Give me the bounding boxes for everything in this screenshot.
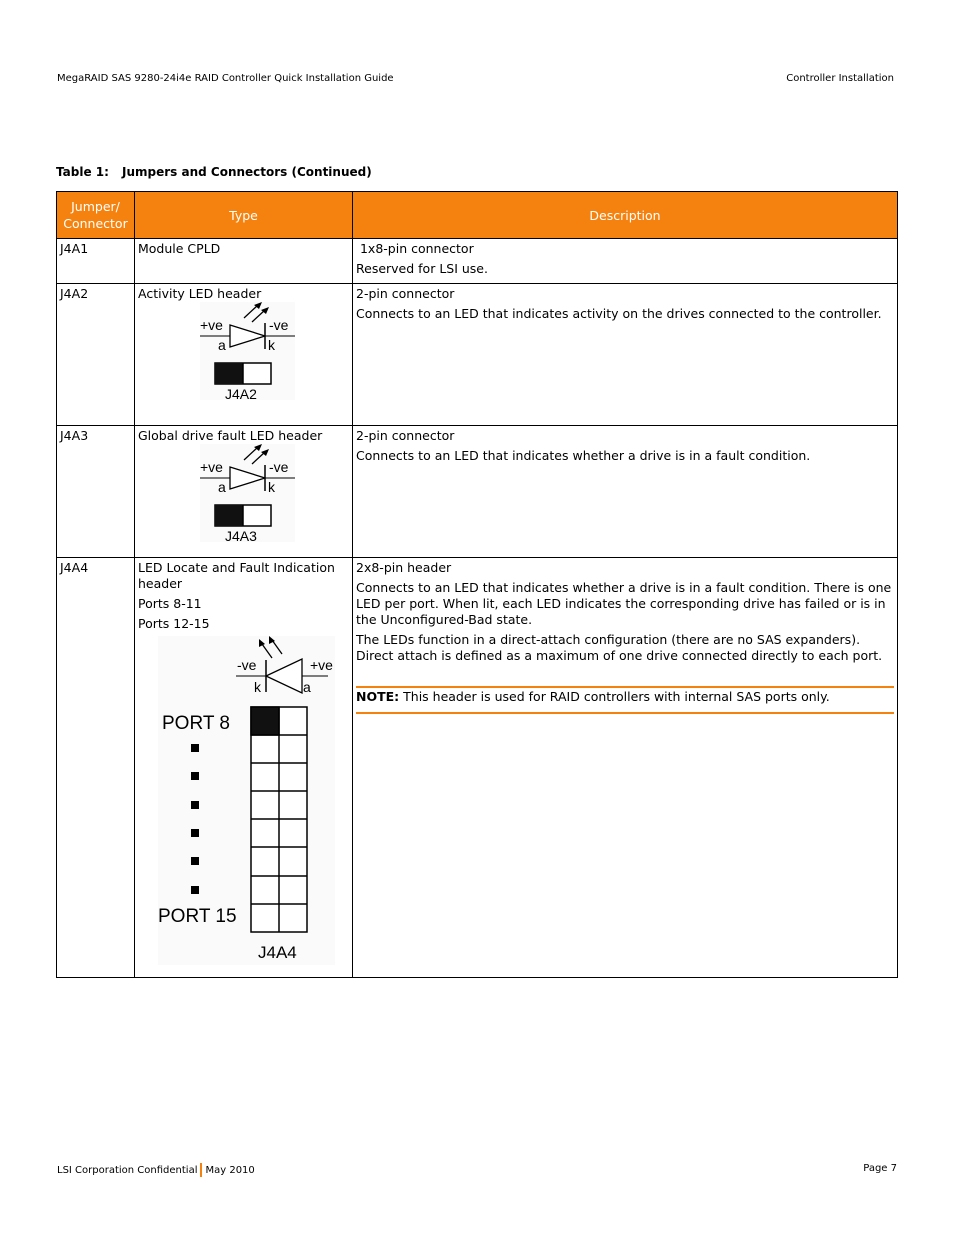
- desc-paragraph-1: Connects to an LED that indicates whether a drive is in a fault condition. There is one LED per port. When lit, each LED indicates the corresponding drive has failed or is in the Unconfigured-Bad state.: [356, 580, 892, 627]
- desc-title: 2-pin connector: [356, 428, 455, 443]
- two-pin-header-icon: [215, 363, 271, 384]
- plus-label: +ve: [200, 317, 223, 333]
- table-row: [57, 239, 898, 284]
- description-cell: [353, 426, 898, 558]
- desc-text: Connects to an LED that indicates activity on the drives connected to the controller.: [356, 306, 882, 321]
- jumper-cell: J4A3: [57, 426, 135, 558]
- header-label: J4A4: [258, 943, 297, 962]
- table-row: [57, 558, 898, 978]
- jumper-cell: J4A1: [57, 239, 135, 284]
- anode-label: a: [218, 337, 226, 353]
- led-diagram-j4a3: [138, 444, 348, 544]
- table-title: Jumpers and Connectors (Continued): [122, 165, 372, 179]
- desc-title: 2-pin connector: [356, 286, 455, 301]
- jumpers-connectors-table: [56, 191, 898, 978]
- anode-label: a: [303, 679, 311, 695]
- plus-label: +ve: [200, 459, 223, 475]
- anode-label: a: [218, 479, 226, 495]
- two-pin-header-icon: [215, 505, 271, 526]
- type-cell: Module CPLD: [135, 239, 353, 284]
- led-diagram-j4a4: [138, 636, 350, 968]
- footer-left: [57, 1163, 255, 1177]
- footer-divider: [200, 1163, 202, 1177]
- minus-label: -ve: [269, 317, 289, 333]
- description-cell: [353, 558, 898, 978]
- table-number: Table 1:: [56, 165, 109, 179]
- note-label: NOTE:: [356, 689, 400, 704]
- plus-label: +ve: [310, 657, 333, 673]
- jumper-cell: J4A4: [57, 558, 135, 978]
- desc-paragraph-2: The LEDs function in a direct-attach configuration (there are no SAS expanders). Direct attach is defined as a maximum of one drive connected directly to each port.: [356, 632, 883, 663]
- header-label: J4A3: [225, 528, 257, 544]
- note-text: This header is used for RAID controllers with internal SAS ports only.: [399, 689, 830, 704]
- minus-label: -ve: [269, 459, 289, 475]
- table-header-row: [57, 192, 898, 239]
- cathode-label: k: [268, 479, 275, 495]
- footer-page-number: Page 7: [863, 1163, 897, 1174]
- col-header-jumper: Jumper/ Connector: [57, 192, 135, 239]
- type-label: LED Locate and Fault Indication header: [138, 560, 335, 591]
- desc-title: 2x8-pin header: [356, 560, 452, 575]
- footer-company: LSI Corporation Confidential: [57, 1165, 198, 1176]
- type-label: Activity LED header: [138, 286, 262, 301]
- footer-date: May 2010: [205, 1165, 255, 1176]
- port-top-label: PORT 8: [162, 713, 230, 734]
- type-cell: [135, 426, 353, 558]
- jumper-cell: J4A2: [57, 284, 135, 426]
- type-cell: [135, 284, 353, 426]
- cathode-label: k: [268, 337, 275, 353]
- ports-range-1: Ports 8-11: [138, 596, 202, 611]
- header-label: J4A2: [225, 386, 257, 402]
- cathode-label: k: [254, 679, 261, 695]
- type-label: Global drive fault LED header: [138, 428, 323, 443]
- table-caption: [56, 165, 372, 179]
- description-cell: [353, 239, 898, 284]
- two-by-eight-header-icon: [251, 707, 307, 932]
- desc-title: 1x8-pin connector: [356, 241, 474, 256]
- desc-text: Reserved for LSI use.: [356, 261, 488, 276]
- note-box: [356, 686, 894, 714]
- port-bottom-label: PORT 15: [158, 906, 237, 927]
- desc-text: Connects to an LED that indicates whether a drive is in a fault condition.: [356, 448, 811, 463]
- led-diagram-j4a2: [138, 302, 348, 402]
- running-header-title: MegaRAID SAS 9280-24i4e RAID Controller Quick Installation Guide: [57, 73, 394, 84]
- table-row: [57, 284, 898, 426]
- description-cell: [353, 284, 898, 426]
- type-cell: [135, 558, 353, 978]
- col-header-type: Type: [135, 192, 353, 239]
- ports-range-2: Ports 12-15: [138, 616, 210, 631]
- minus-label: -ve: [237, 657, 257, 673]
- running-header-section: Controller Installation: [786, 73, 894, 84]
- table-row: [57, 426, 898, 558]
- col-header-description: Description: [353, 192, 898, 239]
